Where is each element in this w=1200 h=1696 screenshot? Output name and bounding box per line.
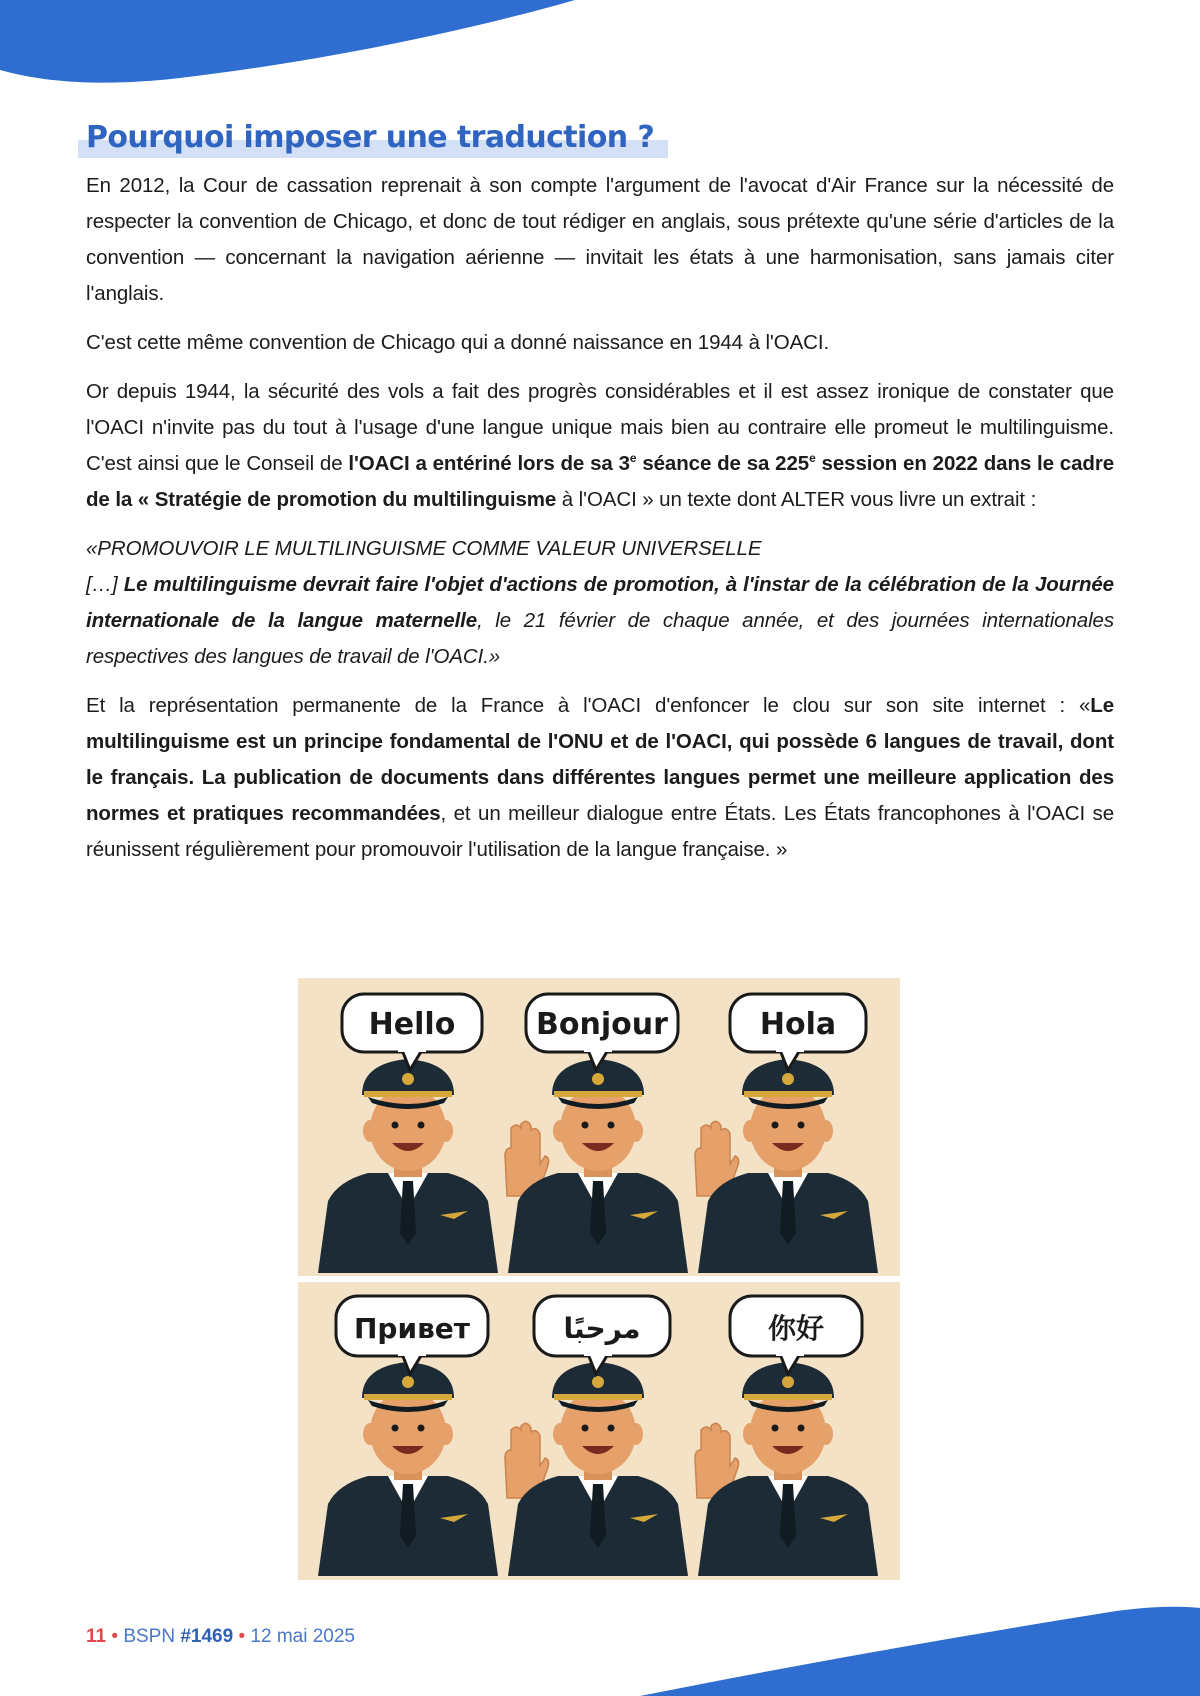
bottom-wave-decoration: [0, 1606, 1200, 1696]
paragraph-oaci-birth: C'est cette même convention de Chicago qui a donné naissance en 1944 à l'OACI.: [86, 331, 830, 354]
section-heading: Pourquoi imposer une traduction ?: [86, 118, 658, 158]
page-number: 11: [86, 1626, 107, 1647]
issue-number: #1469: [180, 1626, 234, 1647]
top-wave-decoration: [0, 0, 1200, 90]
bubble-text: Hola: [759, 1007, 837, 1042]
paragraph-cassation: En 2012, la Cour de cassation reprenait à son compte l'argument de l'avocat d'Air France sur la nécessité de respecter la convention de Chicago, et donc de tout rédiger en anglais, sous prétexte qu'une série d'articles de la convention — concernant la navigation aérienne — invitait les états à une harmonisation, sans jamais citer l'anglais.: [86, 174, 1114, 305]
bubble-text: مرحبًا: [563, 1312, 641, 1345]
pilots-illustration: [298, 978, 900, 1580]
issue-date: 12 mai 2025: [250, 1626, 355, 1647]
paragraph-multilinguisme: Or depuis 1944, la sécurité des vols a fait des progrès considérables et il est assez ironique de constater que l'OACI n'invite pas du tout à l'usage d'une langue unique mais bien au contraire elle promeut le multilinguisme. C'est ainsi que le Conseil de l'OACI a entériné lors de sa 3e séance de sa 225e session en 2022 dans le cadre de la « Stratégie de promotion du multilinguisme à l'OACI » un texte dont ALTER vous livre un extrait :: [86, 380, 1114, 511]
separator: •: [111, 1626, 119, 1647]
bubble-text: Bonjour: [536, 1007, 668, 1042]
bubble-text: 你好: [767, 1312, 825, 1345]
article: [86, 118, 1114, 881]
bubble-text: Hello: [368, 1007, 456, 1042]
bubble-text: Привет: [353, 1312, 471, 1345]
paragraph-france-representation: Et la représentation permanente de la France à l'OACI d'enfoncer le clou sur son site internet : «Le multilinguisme est un principe fondamental de l'ONU et de l'OACI, qui possède 6 langues de travail, dont le français. La publication de documents dans différentes langues permet une meilleure application des normes et pratiques recommandées, et un meilleur dialogue entre États. Les États francophones à l'OACI se réunissent régulièrement pour promouvoir l'utilisation de la langue française. »: [86, 694, 1115, 861]
separator: •: [238, 1626, 246, 1647]
oaci-quote: «PROMOUVOIR LE MULTILINGUISME COMME VALEUR UNIVERSELLE […] Le multilinguisme devrait faire l'objet d'actions de promotion, à l'instar de la célébration de la Journée internationale de la langue maternelle, le 21 février de chaque année, et des journées internationales respectives des langues de travail de l'OACI.»: [86, 537, 1114, 668]
publication-name: BSPN: [123, 1626, 176, 1647]
